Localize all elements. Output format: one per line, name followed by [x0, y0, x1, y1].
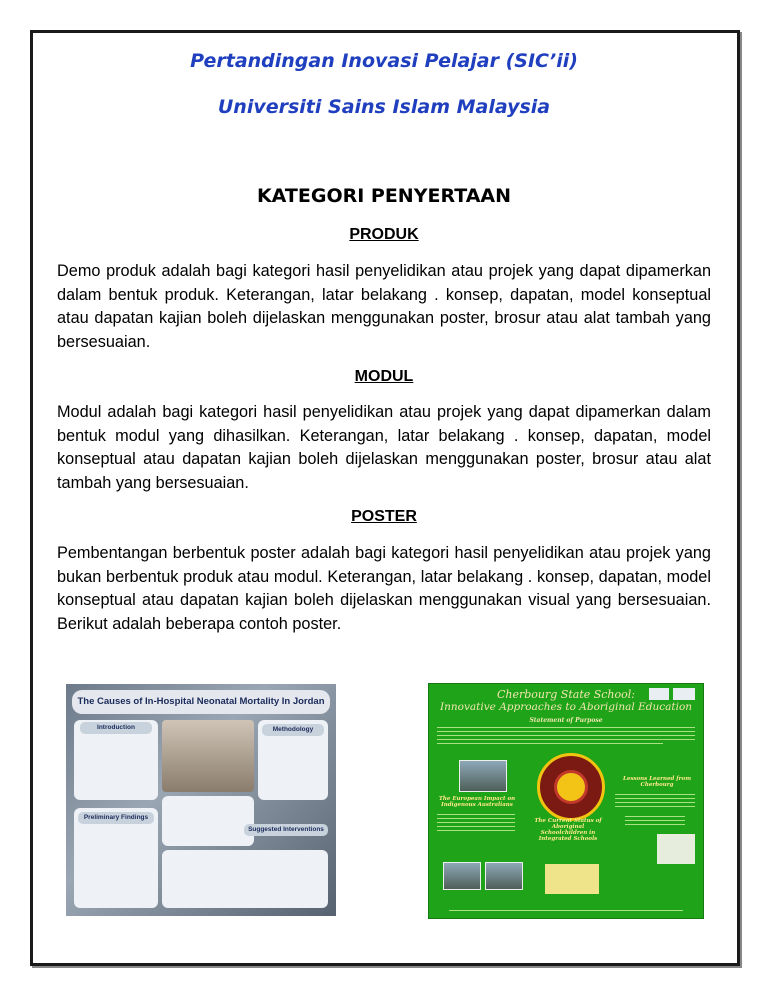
section-text-produk: Demo produk adalah bagi kategori hasil penyelidikan atau projek yang dapat dipamerkan dalam bentuk produk. Keterangan, latar belakang . konsep, dapatan, model konseptual atau dapatan kajian boleh dijelaskan menggunakan poster, brosur atau alat tambah yang bersesuaian. — [57, 262, 711, 351]
poster-title: The Causes of In-Hospital Neonatal Mortality In Jordan — [72, 690, 330, 714]
competition-title: Pertandingan Inovasi Pelajar (SIC’ii) — [190, 50, 578, 72]
poster-photo — [443, 862, 481, 890]
poster-caption: The Current Status of Aboriginal Schoolchildren in Integrated Schools — [534, 818, 602, 842]
poster-purpose-heading: Statement of Purpose — [529, 717, 603, 724]
poster-title: Cherbourg State School: — [496, 688, 635, 701]
poster-subtitle: Innovative Approaches to Aboriginal Education — [439, 701, 693, 713]
poster-panel — [162, 850, 328, 908]
poster-section-label: Methodology — [262, 724, 324, 736]
university-title: Universiti Sains Islam Malaysia — [217, 96, 551, 118]
section-heading-produk: PRODUK — [349, 226, 419, 243]
poster-table — [545, 864, 599, 894]
poster-section-label: Preliminary Findings — [78, 812, 154, 824]
example-poster-cherbourg — [428, 683, 704, 919]
main-heading: KATEGORI PENYERTAAN — [256, 185, 512, 207]
poster-caption: Lessons Learned from Cherbourg — [622, 776, 692, 788]
poster-photo — [162, 720, 254, 792]
poster-photo — [485, 862, 523, 890]
section-heading-modul: MODUL — [354, 368, 414, 385]
poster-logo — [649, 688, 669, 700]
poster-panel — [162, 796, 254, 846]
poster-photo — [459, 760, 507, 792]
school-emblem — [537, 753, 605, 821]
section-heading-poster: POSTER — [351, 508, 417, 525]
section-text-poster: Pembentangan berbentuk poster adalah bagi kategori hasil penyelidikan atau projek yang bukan berbentuk produk atau modul. Keterangan, latar belakang . konsep, dapatan, model konseptual atau dapatan kajian boleh dijelaskan menggunakan visual yang bersesuaian. Berikut adalah beberapa contoh poster. — [57, 544, 711, 633]
poster-chart — [657, 834, 695, 864]
poster-logo — [673, 688, 695, 700]
poster-section-label: Suggested Interventions — [244, 824, 328, 836]
section-text-modul: Modul adalah bagi kategori hasil penyelidikan atau projek yang dapat dipamerkan dalam bentuk modul yang dihasilkan. Keterangan, latar belakang . konsep, dapatan, model konseptual atau dapatan kajian boleh dijelaskan menggunakan poster, brosur atau alat tambah yang bersesuaian. — [57, 403, 711, 492]
example-poster-neonatal — [66, 684, 336, 916]
poster-section-label: Introduction — [80, 722, 152, 734]
poster-caption: The European Impact on Indigenous Australians — [438, 796, 516, 808]
